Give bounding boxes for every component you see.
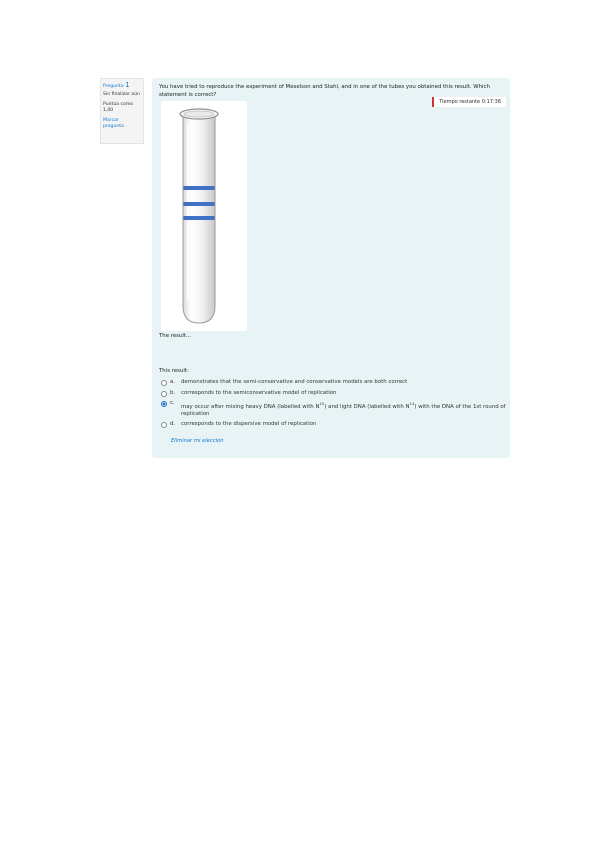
- dna-band-3: [184, 216, 215, 220]
- timer-badge: Tiempo restante 0:17:36: [432, 97, 506, 107]
- question-text: You have tried to reproduce the experiment of Meselson and Stahl, and in one of the tubes you obtained this result. Which statement is correct?: [159, 84, 490, 98]
- answer-option-c[interactable]: c. may occur after mixing heavy DNA (labelled with $N^{15}$) and light DNA (labelled with $N^{14}$) with the DNA of the 1st round of replication: [161, 400, 506, 418]
- flag-question-link[interactable]: Marcar pregunta: [103, 118, 124, 129]
- test-tube-icon: [161, 101, 247, 331]
- radio-c-selected[interactable]: [161, 401, 167, 407]
- radio-a[interactable]: [161, 380, 167, 386]
- dna-band-1: [184, 186, 215, 190]
- test-tube-image: [161, 101, 247, 331]
- answer-option-b[interactable]: b. corresponds to the semiconservative model of replication: [161, 390, 506, 397]
- radio-b[interactable]: [161, 391, 167, 397]
- answer-option-d[interactable]: d. corresponds to the dispersive model of replication: [161, 421, 506, 428]
- question-number: Pregunta 1: [103, 81, 130, 89]
- dna-band-2: [184, 202, 215, 206]
- clear-choice-link[interactable]: Eliminar mi elección: [171, 438, 224, 444]
- question-info-panel: [100, 78, 144, 144]
- image-caption: The result...: [159, 333, 192, 339]
- question-state: Sin finalizar aún: [103, 92, 140, 97]
- radio-d[interactable]: [161, 422, 167, 428]
- answer-prompt: This result:: [159, 368, 189, 374]
- answer-option-a[interactable]: a. demonstrates that the semi-conservative and conservative models are both correct: [161, 379, 506, 386]
- question-mark: Puntúa como 1,00: [103, 102, 134, 113]
- question-content: [152, 78, 510, 458]
- answer-list: [161, 379, 506, 432]
